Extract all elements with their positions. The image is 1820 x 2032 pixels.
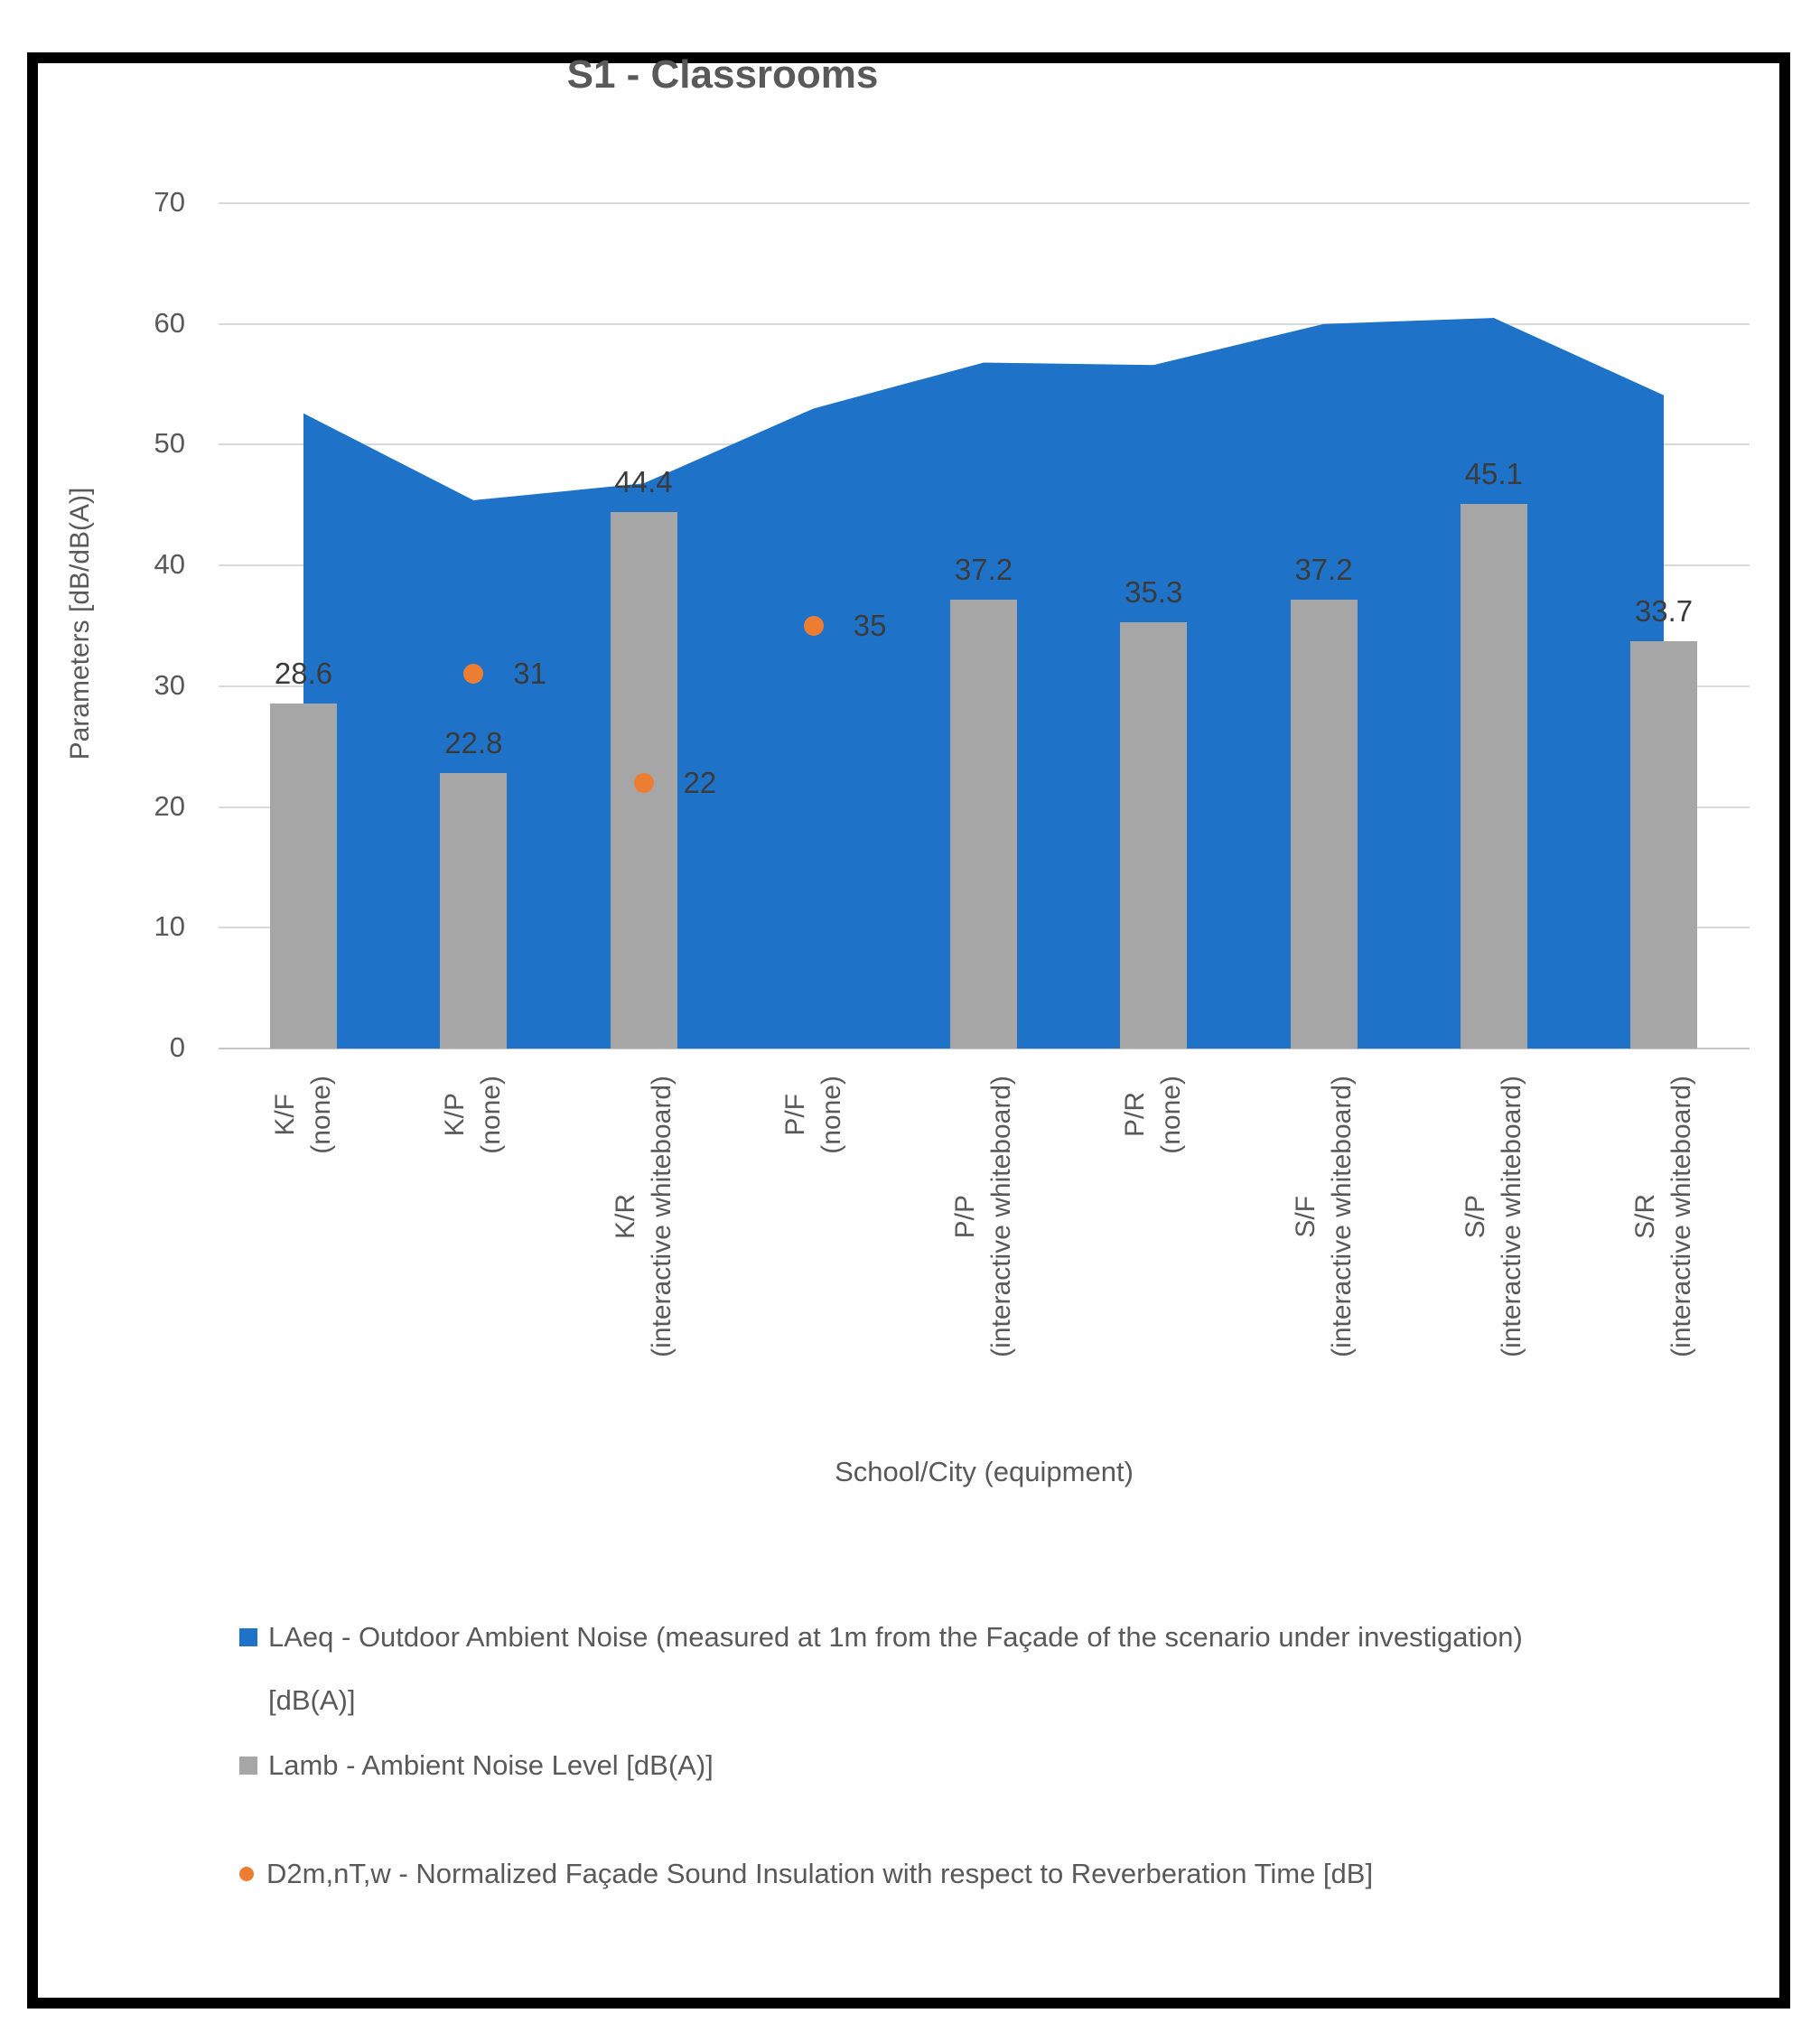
point-K/R <box>634 773 654 793</box>
x-tick-code-K/R: K/R <box>610 1193 640 1239</box>
x-tick-label-P/P <box>950 1076 1017 1357</box>
bar-label-S/P: 45.1 <box>1464 456 1523 490</box>
y-tick-label-30: 30 <box>154 668 185 701</box>
x-tick-label-S/P <box>1461 1076 1527 1357</box>
x-tick-equipment-S/P: (interactive whiteboard) <box>1496 1076 1526 1357</box>
legend-label-lamb: Lamb - Ambient Noise Level [dB(A)] <box>268 1749 714 1781</box>
bar-label-S/F: 37.2 <box>1294 552 1353 586</box>
x-tick-equipment-S/F: (interactive whiteboard) <box>1326 1076 1357 1357</box>
legend-label-d2m: D2m,nT,w - Normalized Façade Sound Insulation with respect to Reverberation Time [dB] <box>266 1858 1374 1889</box>
x-tick-equipment-K/F: (none) <box>306 1076 336 1154</box>
x-tick-equipment-K/P: (none) <box>476 1076 507 1154</box>
bar-K/F <box>270 704 337 1049</box>
y-tick-label-20: 20 <box>154 789 185 822</box>
y-tick-label-70: 70 <box>154 186 185 218</box>
x-tick-code-K/P: K/P <box>440 1093 471 1137</box>
x-tick-equipment-S/R: (interactive whiteboard) <box>1666 1076 1696 1357</box>
bar-label-K/R: 44.4 <box>614 465 673 499</box>
point-label-K/R: 22 <box>683 765 717 799</box>
x-tick-code-K/F: K/F <box>270 1094 300 1136</box>
x-tick-code-S/P: S/P <box>1460 1194 1490 1239</box>
y-tick-label-50: 50 <box>154 427 185 460</box>
x-tick-label-S/R <box>1630 1076 1697 1357</box>
x-tick-code-P/P: P/P <box>950 1194 980 1239</box>
legend-label-laeq: LAeq - Outdoor Ambient Noise (measured at 1m from the Façade of the scenario under investigation) [dB(A)] <box>268 1621 1523 1716</box>
bar-label-K/P: 22.8 <box>444 726 503 760</box>
chart-title: S1 - Classrooms <box>566 52 879 97</box>
x-tick-equipment-P/P: (interactive whiteboard) <box>986 1076 1016 1357</box>
bar-K/P <box>440 773 507 1049</box>
bar-P/P <box>950 600 1017 1049</box>
y-axis-title-text: Parameters [dB/dB(A)] <box>65 487 95 760</box>
y-tick-label-60: 60 <box>154 306 185 339</box>
bar-S/R <box>1630 641 1697 1049</box>
x-tick-label-K/F <box>270 1076 337 1154</box>
x-tick-code-P/R: P/R <box>1120 1092 1151 1138</box>
x-tick-equipment-K/R: (interactive whiteboard) <box>646 1076 677 1357</box>
x-axis-title: School/City (equipment) <box>835 1456 1134 1487</box>
legend-marker-d2m <box>239 1867 254 1881</box>
x-tick-label-K/R <box>611 1076 677 1357</box>
plot-area <box>154 186 1750 1357</box>
x-tick-label-K/P <box>440 1076 507 1154</box>
point-K/P <box>463 664 483 684</box>
x-tick-code-S/R: S/R <box>1630 1193 1660 1239</box>
legend-item-lamb <box>239 1734 1614 1797</box>
y-tick-label-40: 40 <box>154 548 185 581</box>
y-tick-label-0: 0 <box>169 1031 185 1063</box>
bar-S/P <box>1461 504 1527 1049</box>
legend-item-d2m <box>239 1842 1612 1906</box>
point-label-K/P: 31 <box>513 657 546 691</box>
point-label-P/F: 35 <box>853 609 887 642</box>
x-tick-label-P/R <box>1120 1076 1187 1154</box>
x-tick-equipment-P/R: (none) <box>1156 1076 1187 1154</box>
legend-item-laeq <box>239 1606 1614 1732</box>
x-tick-code-S/F: S/F <box>1290 1195 1321 1238</box>
bar-label-K/F: 28.6 <box>274 656 333 690</box>
bar-P/R <box>1120 622 1187 1049</box>
y-tick-label-10: 10 <box>154 910 185 943</box>
bar-label-S/R: 33.7 <box>1634 594 1694 629</box>
x-tick-label-S/F <box>1291 1076 1358 1357</box>
legend-swatch-laeq <box>239 1628 257 1646</box>
bar-label-P/R: 35.3 <box>1125 574 1183 609</box>
x-tick-label-P/F <box>780 1076 847 1154</box>
bar-S/F <box>1291 600 1358 1049</box>
x-tick-equipment-P/F: (none) <box>816 1076 846 1154</box>
legend-swatch-lamb <box>239 1757 257 1775</box>
bar-label-P/P: 37.2 <box>954 552 1013 586</box>
y-axis-title <box>65 488 96 765</box>
x-tick-code-P/F: P/F <box>779 1094 810 1136</box>
point-P/F <box>804 616 824 636</box>
